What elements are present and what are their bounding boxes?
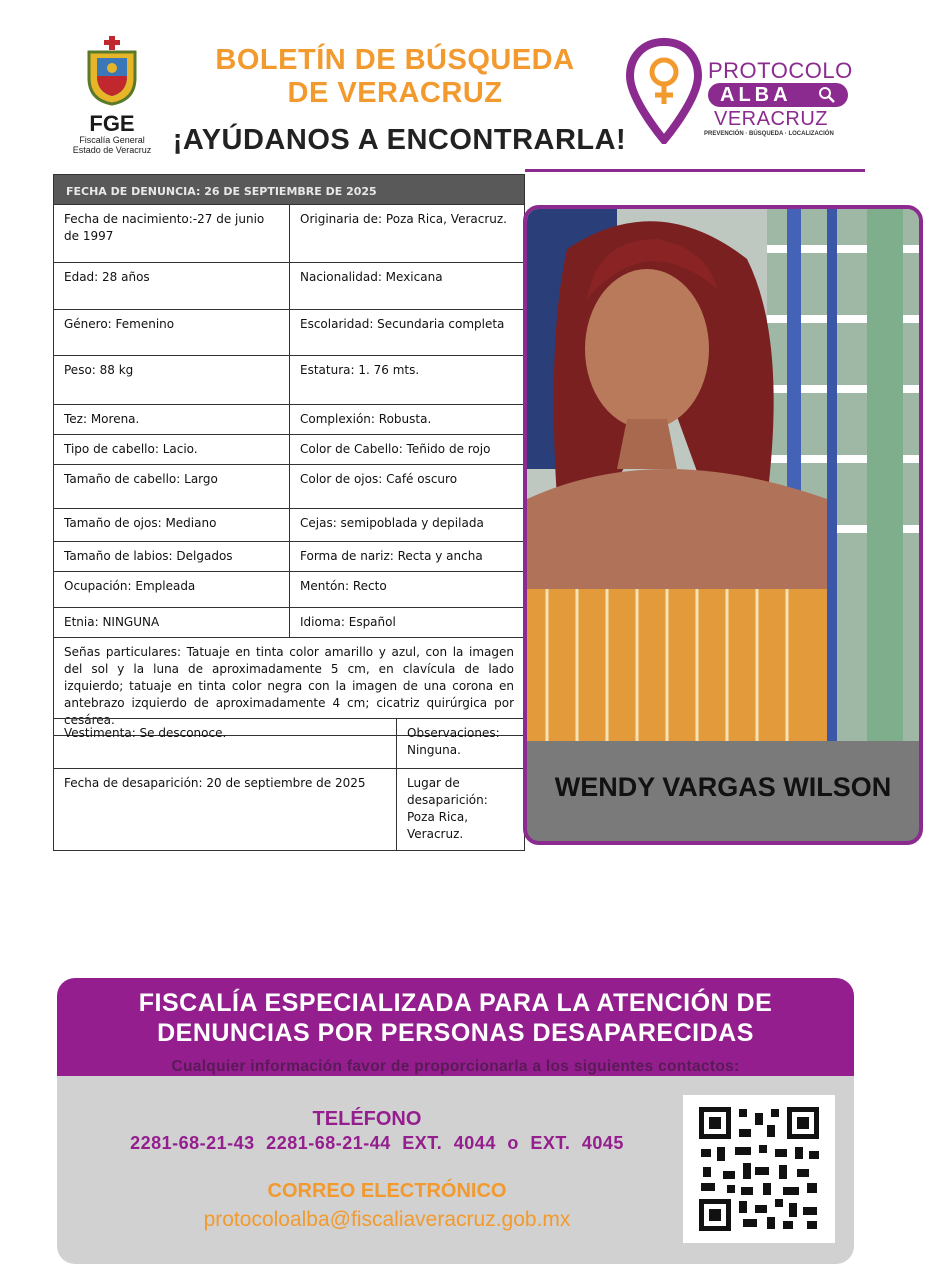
clothing: Vestimenta: Se desconoce. bbox=[54, 719, 397, 769]
fge-acronym: FGE bbox=[89, 111, 135, 136]
magnifier-icon bbox=[818, 86, 836, 104]
table-row bbox=[54, 719, 525, 769]
nationality: Nacionalidad: Mexicana bbox=[290, 263, 525, 310]
veracruz-coat-of-arms-icon bbox=[83, 36, 141, 106]
table-row bbox=[54, 405, 525, 435]
birth-date: Fecha de nacimiento:-27 de junio de 1997 bbox=[54, 205, 290, 263]
footer-subtitle: Cualquier información favor de proporcionarla a los siguientes contactos: bbox=[171, 1058, 740, 1075]
footer-title-line1: FISCALÍA ESPECIALIZADA PARA LA ATENCIÓN DE bbox=[138, 989, 773, 1017]
table-row bbox=[54, 769, 525, 851]
photo-panel bbox=[523, 205, 923, 845]
bulletin-title bbox=[190, 44, 600, 110]
eyebrows: Cejas: semipoblada y depilada bbox=[290, 509, 525, 542]
gender: Género: Femenino bbox=[54, 310, 290, 356]
alba-protocolo-text: PROTOCOLO bbox=[708, 58, 853, 83]
person-data-table bbox=[53, 174, 525, 736]
header-divider bbox=[525, 169, 865, 172]
email-label: CORREO ELECTRÓNICO bbox=[267, 1180, 507, 1202]
fge-subtitle-2: Estado de Veracruz bbox=[72, 145, 152, 155]
footer-title bbox=[57, 988, 854, 1048]
eye-color: Color de ojos: Café oscuro bbox=[290, 465, 525, 509]
report-date: FECHA DE DENUNCIA: 26 DE SEPTIEMBRE DE 2025 bbox=[54, 175, 525, 205]
bulletin-title-line2: DE VERACRUZ bbox=[287, 77, 503, 109]
hair-type: Tipo de cabello: Lacio. bbox=[54, 435, 290, 465]
bulletin-title-line1: BOLETÍN DE BÚSQUEDA bbox=[215, 44, 575, 76]
nose-shape: Forma de nariz: Recta y ancha bbox=[290, 542, 525, 572]
lip-size: Tamaño de labios: Delgados bbox=[54, 542, 290, 572]
hair-color: Color de Cabello: Teñido de rojo bbox=[290, 435, 525, 465]
headline: ¡AYÚDANOS A ENCONTRARLA! bbox=[172, 124, 627, 156]
schooling: Escolaridad: Secundaria completa bbox=[290, 310, 525, 356]
alba-veracruz-text: VERACRUZ bbox=[714, 108, 829, 130]
missing-person-photo bbox=[527, 209, 923, 741]
eye-size: Tamaño de ojos: Mediano bbox=[54, 509, 290, 542]
person-name: WENDY VARGAS WILSON bbox=[554, 772, 892, 802]
ethnicity: Etnia: NINGUNA bbox=[54, 608, 290, 638]
alba-word: ALBA bbox=[720, 84, 792, 106]
contact-footer bbox=[57, 978, 854, 1264]
person-data-table-bottom bbox=[53, 718, 525, 851]
disappearance-place: Lugar de desaparición: Poza Rica, Veracruz. bbox=[397, 769, 525, 851]
table-row bbox=[54, 310, 525, 356]
age: Edad: 28 años bbox=[54, 263, 290, 310]
distinguishing-marks: Señas particulares: Tatuaje en tinta color amarillo y azul, con la imagen del sol y la luna de aproximadamente 5 cm, en clavícula de lado izquierdo; tatuaje en tinta color negra con la imagen de una corona en antebrazo izquierdo de aproximadamente 4 cm; cicatriz quirúrgica por cesárea. bbox=[54, 638, 525, 736]
observations: Observaciones: Ninguna. bbox=[397, 719, 525, 769]
height: Estatura: 1. 76 mts. bbox=[290, 356, 525, 405]
origin: Originaria de: Poza Rica, Veracruz. bbox=[290, 205, 525, 263]
occupation: Ocupación: Empleada bbox=[54, 572, 290, 608]
fge-logo bbox=[62, 36, 162, 161]
table-row bbox=[54, 465, 525, 509]
table-header-row bbox=[54, 175, 525, 205]
fge-subtitle-1: Fiscalía General bbox=[79, 135, 145, 145]
table-row bbox=[54, 542, 525, 572]
alba-tagline: PREVENCIÓN · BÚSQUEDA · LOCALIZACIÓN bbox=[704, 131, 834, 137]
location-pin-female-icon bbox=[626, 38, 702, 144]
hair-length: Tamaño de cabello: Largo bbox=[54, 465, 290, 509]
email-address[interactable]: protocoloalba@fiscaliaveracruz.gob.mx bbox=[203, 1208, 571, 1231]
footer-title-line2: DENUNCIAS POR PERSONAS DESAPARECIDAS bbox=[157, 1019, 754, 1047]
skin-tone: Tez: Morena. bbox=[54, 405, 290, 435]
table-row bbox=[54, 608, 525, 638]
language: Idioma: Español bbox=[290, 608, 525, 638]
table-row bbox=[54, 356, 525, 405]
chin: Mentón: Recto bbox=[290, 572, 525, 608]
build: Complexión: Robusta. bbox=[290, 405, 525, 435]
phone-label: TELÉFONO bbox=[312, 1108, 422, 1130]
weight: Peso: 88 kg bbox=[54, 356, 290, 405]
phone-numbers[interactable]: 2281-68-21-43 2281-68-21-44 EXT. 4044 o EXT. 4045 bbox=[130, 1133, 624, 1153]
table-row bbox=[54, 435, 525, 465]
disappearance-date: Fecha de desaparición: 20 de septiembre de 2025 bbox=[54, 769, 397, 851]
table-row bbox=[54, 572, 525, 608]
qr-code[interactable] bbox=[683, 1095, 835, 1243]
table-row bbox=[54, 205, 525, 263]
table-row bbox=[54, 509, 525, 542]
qr-code-icon bbox=[683, 1095, 835, 1243]
table-row bbox=[54, 263, 525, 310]
